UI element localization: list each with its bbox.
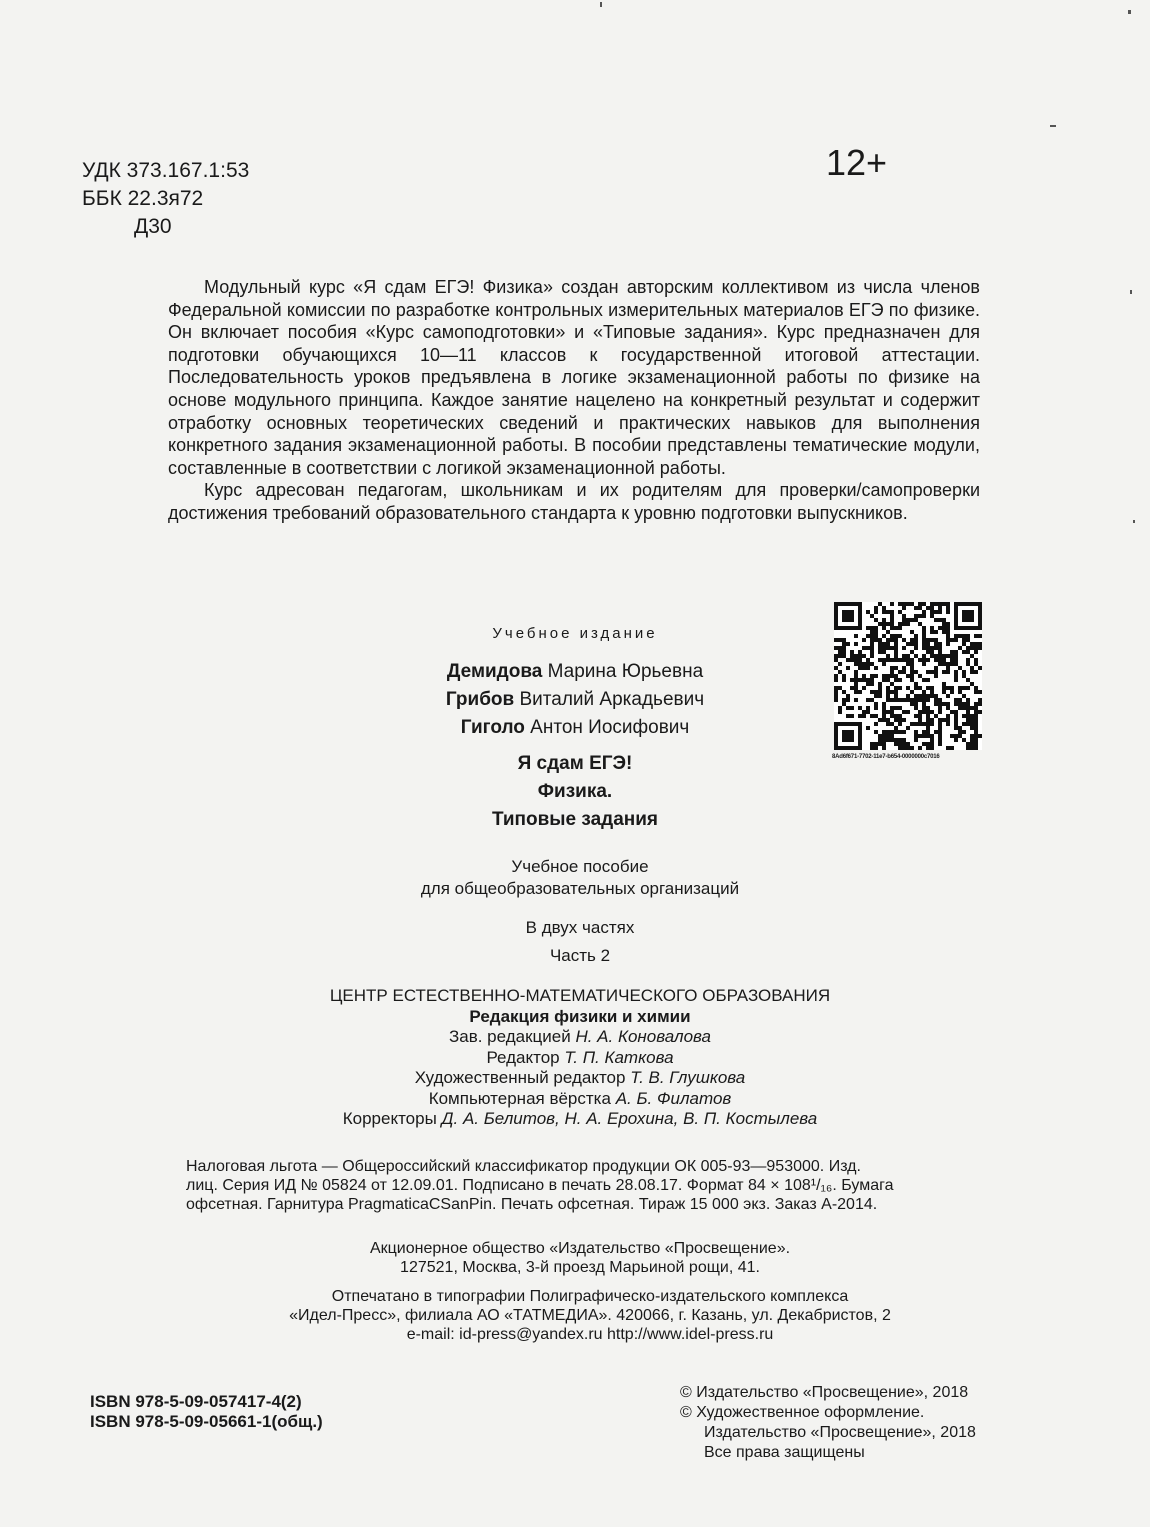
subtitle [330, 856, 830, 900]
department-name: Редакция физики и химии [469, 1006, 691, 1026]
isbn-line: ISBN 978-5-09-05661-1(общ.) [90, 1412, 323, 1431]
tax-line: офсетная. Гарнитура PragmaticaCSanPin. Печать офсетная. Тираж 15 000 экз. Заказ А-2014. [186, 1196, 878, 1213]
scan-speck [1128, 10, 1131, 14]
copyright-line: Издательство «Просвещение», 2018 [704, 1424, 976, 1441]
isbn-block [90, 1392, 323, 1432]
staff-role: Художественный редактор [414, 1068, 626, 1087]
subtitle-line: для общеобразовательных организаций [420, 879, 740, 898]
staff-role: Корректоры [342, 1109, 437, 1128]
copyright-line: © Художественное оформление. [680, 1404, 925, 1421]
center-name: ЦЕНТР ЕСТЕСТВЕННО-МАТЕМАТИЧЕСКОГО ОБРАЗОВАНИЯ [329, 986, 831, 1005]
author-name: Марина Юрьевна [547, 661, 704, 682]
tax-info [186, 1157, 986, 1214]
copyright-line: Все права защищены [704, 1444, 865, 1461]
staff-line [230, 1048, 930, 1069]
qr-code[interactable] [834, 602, 982, 750]
staff-person: Т. П. Каткова [564, 1047, 674, 1067]
staff-person: Д. А. Белитов, Н. А. Ерохина, В. П. Костылева [441, 1109, 818, 1128]
title-line: Я сдам ЕГЭ! [517, 753, 633, 774]
annotation [168, 276, 980, 525]
staff-role: Зав. редакцией [448, 1027, 571, 1046]
title-line: Типовые задания [491, 809, 659, 830]
tax-line: лиц. Серия ИД № 05824 от 12.09.01. Подписано в печать 28.08.17. Формат 84 × 108¹/₁₆. Бумага [186, 1177, 894, 1194]
bbk-code: ББК 22.3я72 [82, 187, 204, 210]
printer-info [250, 1287, 930, 1344]
parts-count: В двух частях [525, 918, 635, 937]
publisher-line: 127521, Москва, 3-й проезд Марьиной рощи, 41. [400, 1259, 760, 1276]
staff-line [230, 1068, 930, 1089]
staff-line [230, 1027, 930, 1048]
authors-list [380, 658, 770, 742]
udc-code: УДК 373.167.1:53 [82, 159, 250, 182]
author [380, 658, 770, 686]
annotation-paragraph: Модульный курс «Я сдам ЕГЭ! Физика» создан авторским коллективом из числа членов Федеральной комиссии по разработке контрольных измерительных материалов ЕГЭ по физике. Он включает пособия «Курс самоподготовки» и «Типовые задания». Курс предназначен для подготовки обучающихся 10—11 классов к государственной итоговой аттестации. Последовательность уроков предъявлена в логике экзаменационной работы по физике на основе модульного принципа. Каждое занятие нацелено на конкретный результат и содержит отработку основных теоретических сведений и практических навыков для выполнения конкретного задания экзаменационной работы. В пособии представлены тематические модули, составленные в соответствии с логикой экзаменационной работы. [168, 277, 980, 478]
annotation-paragraph: Курс адресован педагогам, школьникам и их родителям для проверки/самопроверки достижения требований образовательного стандарта к уровню подготовки выпускников. [168, 480, 980, 523]
scan-speck [600, 2, 602, 7]
publisher-line: Акционерное общество «Издательство «Просвещение». [369, 1240, 791, 1257]
publisher-info [300, 1239, 860, 1277]
title-line: Физика. [537, 781, 613, 802]
book-title [380, 750, 770, 834]
part-number: Часть 2 [549, 946, 611, 965]
staff-person: Т. В. Глушкова [630, 1068, 746, 1087]
subtitle-line: Учебное пособие [511, 857, 649, 876]
parts-info [430, 914, 730, 970]
author-name: Виталий Аркадьевич [519, 689, 705, 710]
age-rating: 12+ [826, 142, 888, 183]
copyright-line: © Издательство «Просвещение», 2018 [680, 1384, 969, 1401]
tax-line: Налоговая льгота — Общероссийский классификатор продукции ОК 005-93—953000. Изд. [186, 1158, 861, 1175]
printer-line: «Идел-Пресс», филиала АО «ТАТМЕДИА». 420066, г. Казань, ул. Декабристов, 2 [289, 1307, 891, 1324]
scan-speck [1130, 290, 1132, 294]
printer-line: Отпечатано в типографии Полиграфическо-издательского комплекса [331, 1288, 849, 1305]
credits [230, 986, 930, 1130]
staff-person: А. Б. Филатов [615, 1088, 732, 1108]
author [380, 686, 770, 714]
scan-speck [1133, 520, 1135, 523]
staff-role: Редактор [486, 1047, 560, 1067]
qr-code-icon [834, 602, 982, 750]
author-surname: Гиголо [460, 717, 525, 738]
staff-line [230, 1109, 930, 1130]
scan-speck [1050, 125, 1056, 127]
author-mark: Д30 [134, 215, 172, 238]
copyright-block [680, 1383, 976, 1463]
staff-role: Компьютерная вёрстка [428, 1088, 611, 1108]
edition-type: Учебное издание [492, 625, 658, 642]
staff-person: Н. А. Коновалова [575, 1027, 712, 1046]
author-surname: Грибов [445, 689, 515, 710]
classification-block [82, 157, 249, 241]
isbn-line: ISBN 978-5-09-057417-4(2) [90, 1392, 302, 1411]
author-name: Антон Иосифович [530, 717, 690, 738]
printer-line: e-mail: id-press@yandex.ru http://www.idel-press.ru [406, 1326, 774, 1343]
author [380, 714, 770, 742]
author-surname: Демидова [446, 661, 543, 682]
qr-caption: 8Ad6f671-7702-11e7-b654-0000000c7016 [832, 754, 940, 760]
staff-line [230, 1089, 930, 1110]
